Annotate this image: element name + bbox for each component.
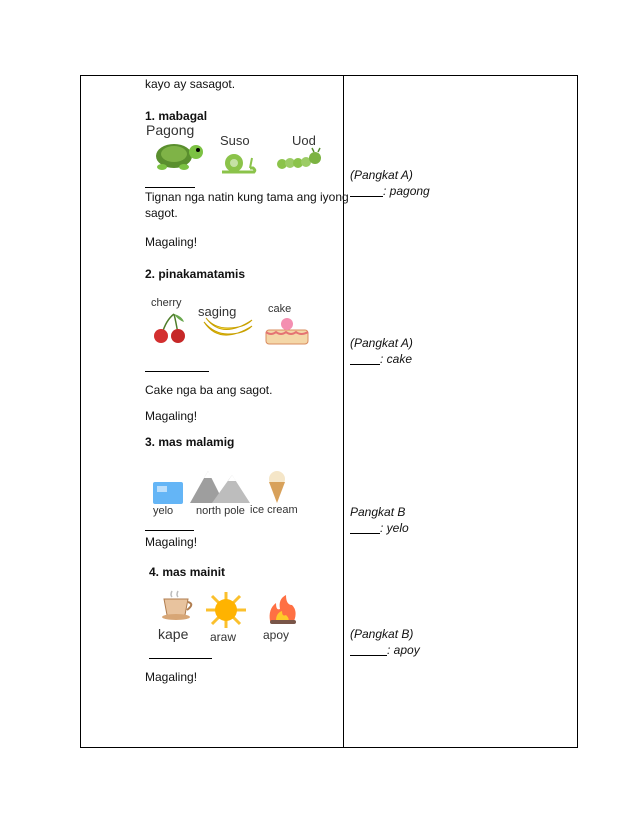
column-divider [343, 75, 344, 748]
snail-icon [220, 152, 258, 174]
q1-feedback-line2: sagot. [145, 206, 178, 220]
a1-blank [350, 196, 383, 197]
cherry-icon [152, 312, 188, 344]
q4-label-apoy: apoy [263, 628, 290, 642]
answer-blank-1 [145, 187, 195, 188]
q4-heading: 4. mas mainit [149, 565, 226, 579]
sun-icon [204, 592, 248, 628]
intro-text: kayo ay sasagot. [145, 77, 236, 91]
a2-answer: : cake [380, 352, 413, 366]
turtle-icon [150, 136, 205, 172]
q1-label-suso: Suso [220, 133, 250, 148]
q1-heading: 1. mabagal [145, 109, 208, 123]
a2-group: (Pangkat A) [350, 336, 413, 350]
q2-feedback: Cake nga ba ang sagot. [145, 383, 273, 397]
banana-icon [200, 312, 256, 344]
a4-blank [350, 655, 387, 656]
q1-label-uod: Uod [292, 133, 316, 148]
q3-praise: Magaling! [145, 535, 198, 549]
q3-label-ice-cream: ice cream [250, 504, 298, 516]
q2-label-cake: cake [268, 303, 292, 315]
a2-blank [350, 364, 380, 365]
a4-answer: : apoy [387, 643, 420, 657]
a3-group: Pangkat B [350, 505, 406, 519]
a3-answer: : yelo [380, 521, 409, 535]
q2-heading: 2. pinakamatamis [145, 267, 246, 281]
caterpillar-icon [276, 148, 326, 172]
fire-icon [266, 593, 300, 625]
q1-feedback-line1: Tignan nga natin kung tama ang iyong [145, 190, 349, 204]
a4-group: (Pangkat B) [350, 627, 414, 641]
ice-cream-icon [265, 470, 289, 504]
answer-blank-4 [149, 658, 212, 659]
a1-answer: : pagong [383, 184, 430, 198]
answer-blank-3 [145, 530, 194, 531]
q4-label-kape: kape [158, 626, 189, 642]
q2-label-cherry: cherry [151, 297, 182, 309]
q4-praise: Magaling! [145, 670, 198, 684]
ice-cube-icon [151, 478, 187, 506]
q1-praise: Magaling! [145, 235, 198, 249]
q4-label-araw: araw [210, 630, 237, 644]
cake-icon [262, 316, 312, 346]
coffee-cup-icon [160, 589, 196, 621]
a3-blank [350, 533, 380, 534]
q2-label-saging: saging [198, 304, 237, 319]
q1-label-pagong: Pagong [146, 122, 195, 138]
answer-blank-2 [145, 371, 209, 372]
q2-praise: Magaling! [145, 409, 198, 423]
q3-heading: 3. mas malamig [145, 435, 235, 449]
q3-label-yelo: yelo [153, 505, 174, 517]
a1-group: (Pangkat A) [350, 168, 413, 182]
mountain-icon [190, 465, 250, 505]
q3-label-north-pole: north pole [196, 505, 245, 517]
